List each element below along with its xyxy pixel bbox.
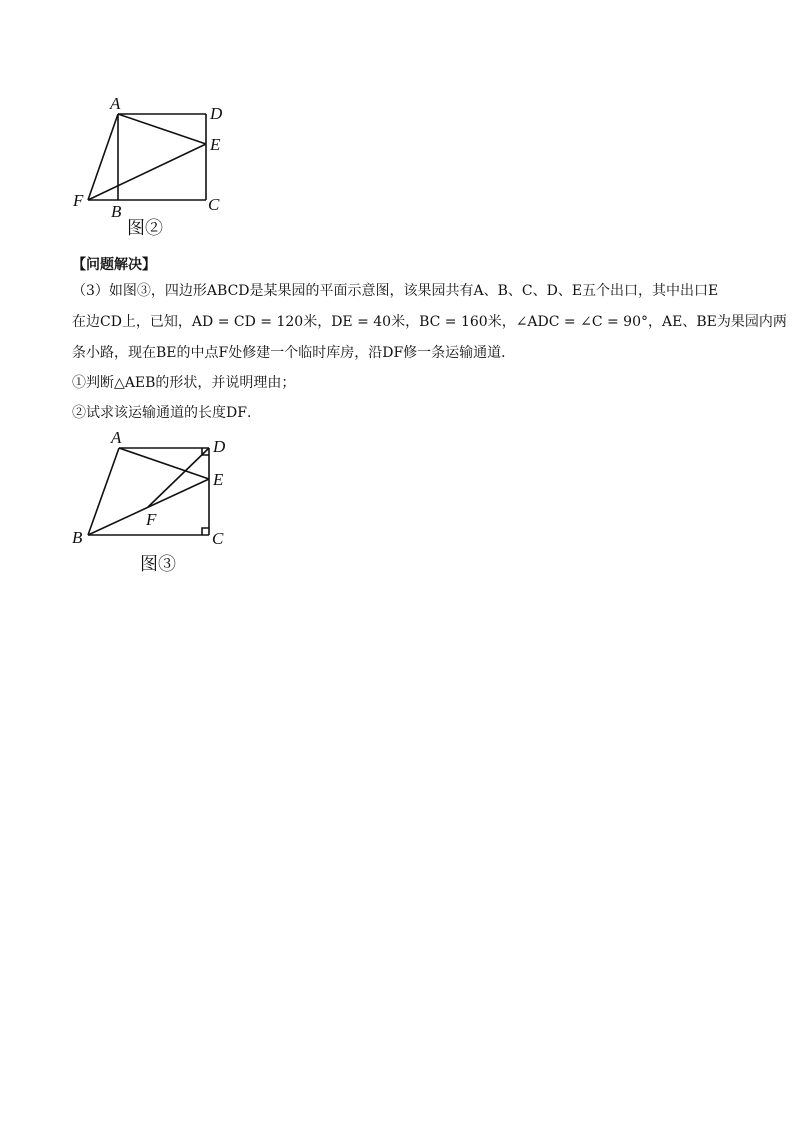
point-label-B: B bbox=[111, 202, 122, 221]
problem-line-2: 在边CD上，已知，AD = CD = 120米，DE = 40米，BC = 160米，∠ADC = ∠C = 90°，AE、BE为果园内两 bbox=[72, 314, 787, 330]
point-label-F: F bbox=[146, 510, 157, 529]
point-label-C: C bbox=[208, 195, 220, 214]
segment-DF bbox=[148, 448, 209, 507]
question-1: ①判断△AEB的形状，并说明理由； bbox=[72, 375, 296, 391]
figure-2-lines bbox=[88, 114, 206, 200]
problem-line-3: 条小路，现在BE的中点F处修建一个临时库房，沿DF修一条运输通道． bbox=[72, 345, 516, 361]
segment-AE bbox=[119, 448, 209, 479]
point-label-D: D bbox=[213, 437, 226, 456]
point-label-E: E bbox=[213, 470, 224, 489]
problem-line-1: （3）如图③，四边形ABCD是某果园的平面示意图，该果园共有A、B、C、D、E五个出口，其中出口E bbox=[72, 283, 719, 299]
point-label-D: D bbox=[210, 104, 223, 123]
point-label-C: C bbox=[212, 529, 224, 548]
figure-3-caption: 图③ bbox=[140, 554, 176, 574]
segment-AE bbox=[118, 114, 206, 144]
point-label-B: B bbox=[72, 528, 83, 547]
point-label-E: E bbox=[210, 135, 221, 154]
right-angle-mark-C bbox=[202, 528, 209, 535]
point-label-A: A bbox=[111, 428, 122, 447]
section-title: 【问题解决】 bbox=[72, 257, 156, 273]
figure-2-caption: 图② bbox=[127, 218, 163, 238]
point-label-F: F bbox=[73, 191, 84, 210]
point-label-A: A bbox=[110, 94, 121, 113]
question-2: ②试求该运输通道的长度DF． bbox=[72, 405, 261, 421]
segment-FE bbox=[88, 144, 206, 200]
